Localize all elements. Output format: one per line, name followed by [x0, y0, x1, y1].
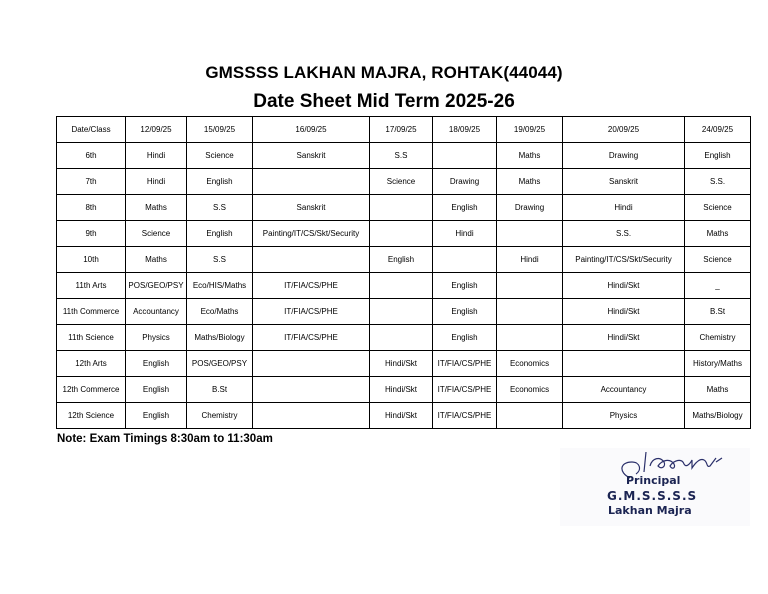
table-row	[57, 273, 751, 299]
subject-cell	[253, 169, 370, 195]
subject-cell: Painting/IT/CS/Skt/Security	[563, 247, 685, 273]
subject-cell: Hindi/Skt	[370, 403, 433, 429]
subject-cell	[253, 377, 370, 403]
column-header-date-class: Date/Class	[57, 117, 126, 143]
subject-cell	[370, 273, 433, 299]
subject-cell: Maths	[126, 247, 187, 273]
stamp-place-label: Lakhan Majra	[608, 504, 692, 517]
subject-cell: Maths	[497, 143, 563, 169]
subject-cell: Maths	[685, 377, 751, 403]
class-label-cell: 8th	[57, 195, 126, 221]
subject-cell: Hindi	[433, 221, 497, 247]
subject-cell: Maths	[685, 221, 751, 247]
subject-cell: Hindi/Skt	[370, 377, 433, 403]
subject-cell: _	[685, 273, 751, 299]
column-header-date: 18/09/25	[433, 117, 497, 143]
subject-cell: Drawing	[433, 169, 497, 195]
column-header-date: 20/09/25	[563, 117, 685, 143]
subject-cell: IT/FIA/CS/PHE	[253, 273, 370, 299]
subject-cell: Accountancy	[563, 377, 685, 403]
principal-stamp	[560, 448, 750, 526]
table-row	[57, 221, 751, 247]
class-label-cell: 11th Arts	[57, 273, 126, 299]
stamp-school-label: G.M.S.S.S.S	[607, 489, 698, 503]
table-row	[57, 351, 751, 377]
subject-cell: B.St	[187, 377, 253, 403]
subject-cell: S.S	[187, 195, 253, 221]
subject-cell: English	[187, 169, 253, 195]
subject-cell: Sanskrit	[253, 143, 370, 169]
subject-cell: Science	[685, 195, 751, 221]
subject-cell: Science	[685, 247, 751, 273]
stamp-principal-label: Principal	[626, 474, 681, 487]
subject-cell: S.S	[187, 247, 253, 273]
subject-cell: English	[126, 403, 187, 429]
subject-cell: English	[126, 351, 187, 377]
subject-cell	[370, 221, 433, 247]
subject-cell: English	[685, 143, 751, 169]
subject-cell: Hindi	[126, 169, 187, 195]
subject-cell	[253, 403, 370, 429]
subject-cell: Hindi/Skt	[563, 299, 685, 325]
subject-cell	[370, 299, 433, 325]
subject-cell: Painting/IT/CS/Skt/Security	[253, 221, 370, 247]
subject-cell: IT/FIA/CS/PHE	[253, 299, 370, 325]
date-sheet-table	[56, 116, 751, 429]
subject-cell: Hindi/Skt	[563, 325, 685, 351]
subject-cell: Hindi	[497, 247, 563, 273]
table-row	[57, 195, 751, 221]
subject-cell: Hindi	[126, 143, 187, 169]
column-header-date: 16/09/25	[253, 117, 370, 143]
subject-cell	[497, 403, 563, 429]
subject-cell: IT/FIA/CS/PHE	[433, 377, 497, 403]
subject-cell: English	[433, 325, 497, 351]
subject-cell: Maths	[497, 169, 563, 195]
subject-cell: B.St	[685, 299, 751, 325]
subject-cell: S.S.	[685, 169, 751, 195]
subject-cell	[497, 299, 563, 325]
subject-cell: Science	[126, 221, 187, 247]
subject-cell: POS/GEO/PSY	[187, 351, 253, 377]
subject-cell: English	[187, 221, 253, 247]
subject-cell: Hindi	[563, 195, 685, 221]
class-label-cell: 7th	[57, 169, 126, 195]
subject-cell: Chemistry	[685, 325, 751, 351]
subject-cell: Hindi/Skt	[370, 351, 433, 377]
column-header-date: 17/09/25	[370, 117, 433, 143]
exam-timings-note: Note: Exam Timings 8:30am to 11:30am	[57, 433, 273, 445]
subject-cell: POS/GEO/PSY	[126, 273, 187, 299]
subject-cell	[563, 351, 685, 377]
subject-cell	[253, 247, 370, 273]
column-header-date: 15/09/25	[187, 117, 253, 143]
subject-cell	[497, 273, 563, 299]
subject-cell: Economics	[497, 377, 563, 403]
column-header-date: 19/09/25	[497, 117, 563, 143]
table-header-row	[57, 117, 751, 143]
subject-cell: English	[126, 377, 187, 403]
table-row	[57, 247, 751, 273]
table-row	[57, 403, 751, 429]
subject-cell: Chemistry	[187, 403, 253, 429]
subject-cell: S.S	[370, 143, 433, 169]
class-label-cell: 11th Commerce	[57, 299, 126, 325]
subject-cell: Drawing	[497, 195, 563, 221]
class-label-cell: 12th Arts	[57, 351, 126, 377]
subject-cell	[433, 247, 497, 273]
subject-cell: Eco/Maths	[187, 299, 253, 325]
subject-cell: Maths	[126, 195, 187, 221]
table-row	[57, 169, 751, 195]
school-name: GMSSSS LAKHAN MAJRA, ROHTAK(44044)	[205, 63, 563, 82]
class-label-cell: 10th	[57, 247, 126, 273]
subject-cell: Maths/Biology	[187, 325, 253, 351]
subject-cell: Hindi/Skt	[563, 273, 685, 299]
class-label-cell: 9th	[57, 221, 126, 247]
class-label-cell: 12th Science	[57, 403, 126, 429]
table-row	[57, 325, 751, 351]
table-row	[57, 143, 751, 169]
subject-cell	[370, 195, 433, 221]
subject-cell: English	[433, 195, 497, 221]
subject-cell: Sanskrit	[253, 195, 370, 221]
subject-cell	[370, 325, 433, 351]
class-label-cell: 12th Commerce	[57, 377, 126, 403]
subject-cell: Eco/HIS/Maths	[187, 273, 253, 299]
class-label-cell: 11th Science	[57, 325, 126, 351]
subject-cell: History/Maths	[685, 351, 751, 377]
subject-cell	[497, 221, 563, 247]
table-row	[57, 299, 751, 325]
subject-cell: English	[433, 299, 497, 325]
subject-cell: Physics	[563, 403, 685, 429]
subject-cell: English	[370, 247, 433, 273]
table-row	[57, 377, 751, 403]
column-header-date: 24/09/25	[685, 117, 751, 143]
subject-cell	[497, 325, 563, 351]
class-label-cell: 6th	[57, 143, 126, 169]
subject-cell: Sanskrit	[563, 169, 685, 195]
subject-cell: IT/FIA/CS/PHE	[433, 351, 497, 377]
subject-cell: S.S.	[563, 221, 685, 247]
subject-cell: Maths/Biology	[685, 403, 751, 429]
subject-cell: Science	[370, 169, 433, 195]
subject-cell: Economics	[497, 351, 563, 377]
subject-cell: Drawing	[563, 143, 685, 169]
subject-cell	[253, 351, 370, 377]
subject-cell: IT/FIA/CS/PHE	[253, 325, 370, 351]
subject-cell	[433, 143, 497, 169]
subject-cell: Physics	[126, 325, 187, 351]
column-header-date: 12/09/25	[126, 117, 187, 143]
subject-cell: English	[433, 273, 497, 299]
subject-cell: Science	[187, 143, 253, 169]
subject-cell: IT/FIA/CS/PHE	[433, 403, 497, 429]
date-sheet-title: Date Sheet Mid Term 2025-26	[253, 91, 515, 112]
subject-cell: Accountancy	[126, 299, 187, 325]
